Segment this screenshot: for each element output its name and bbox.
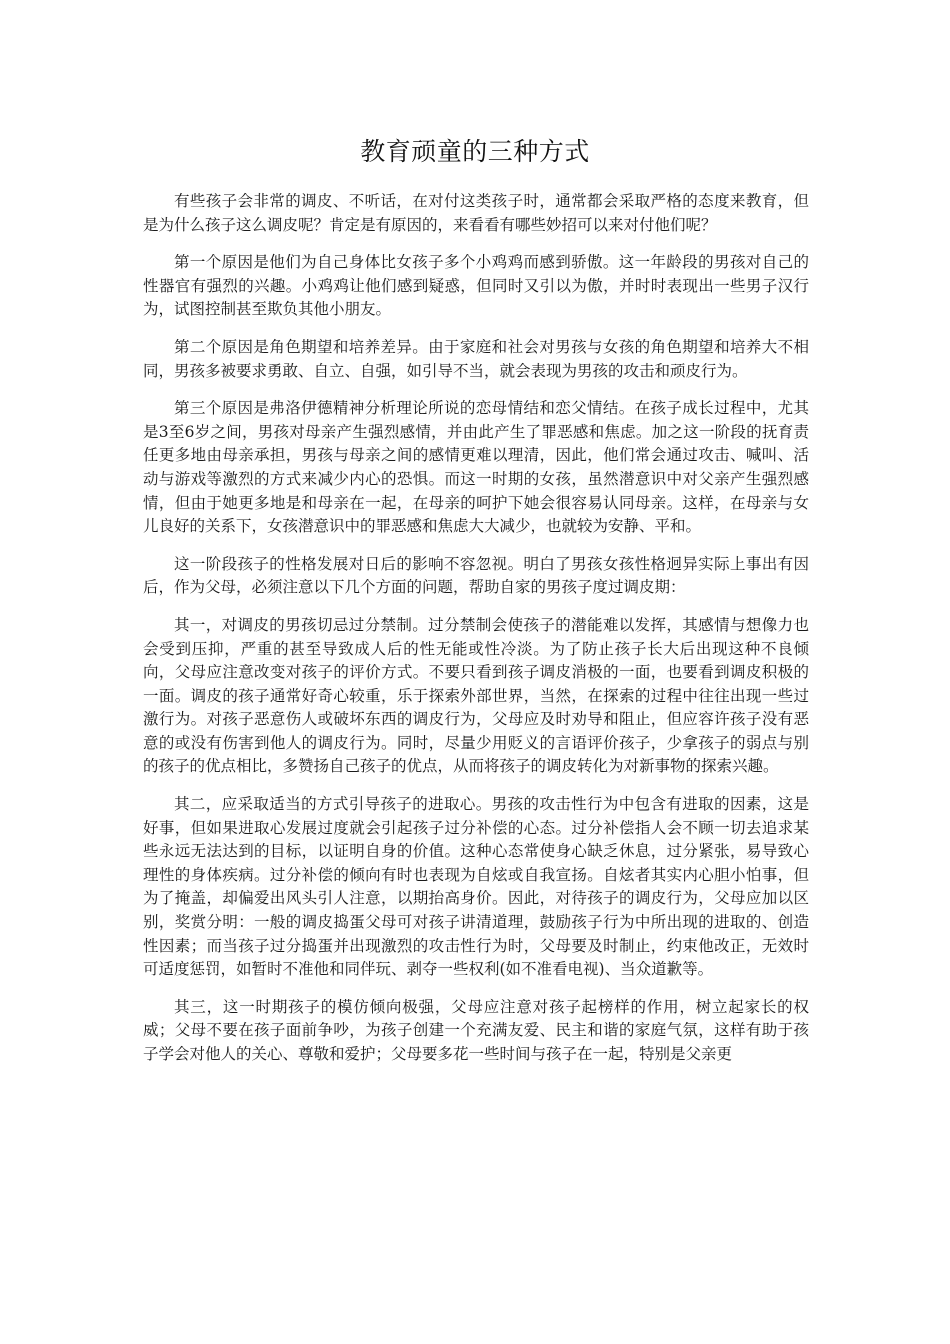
paragraph-intro: 有些孩子会非常的调皮、不听话，在对付这类孩子时，通常都会采取严格的态度来教育，但是为什么孩子这么调皮呢？肯定是有原因的，来看看有哪些妙招可以来对付他们呢？	[143, 192, 809, 234]
paragraph-reason-1: 第一个原因是他们为自己身体比女孩子多个小鸡鸡而感到骄傲。这一年龄段的男孩对自己的性器官有强烈的兴趣。小鸡鸡让他们感到疑惑，但同时又引以为傲，并时时表现出一些男子汉行为，试图控制甚至欺负其他小朋友。	[143, 253, 809, 319]
paragraph-advice-2: 其二，应采取适当的方式引导孩子的进取心。男孩的攻击性行为中包含有进取的因素，这是好事，但如果进取心发展过度就会引起孩子过分补偿的心态。过分补偿指人会不顾一切去追求某些永远无法达到的目标，以证明自身的价值。这种心态常使身心缺乏休息，过分紧张，易导致心理性的身体疾病。过分补偿的倾向有时也表现为自炫或自我宣扬。自炫者其实内心胆小怕事，但为了掩盖，却偏爱出风头引人注意，以期抬高身价。因此，对待孩子的调皮行为，父母应加以区别，奖赏分明：一般的调皮捣蛋父母可对孩子讲清道理，鼓励孩子行为中所出现的进取的、创造性因素；而当孩子过分捣蛋并出现激烈的攻击性行为时，父母要及时制止，约束他改正，无效时可适度惩罚，如暂时不准他和同伴玩、剥夺一些权利(如不准看电视)、当众道歉等。	[143, 795, 809, 979]
document-title: 教育顽童的三种方式	[360, 137, 590, 166]
paragraph-advice-1: 其一，对调皮的男孩切忌过分禁制。过分禁制会使孩子的潜能难以发挥，其感情与想像力也会受到压抑，严重的甚至导致成人后的性无能或性冷淡。为了防止孩子长大后出现这种不良倾向，父母应注意改变对孩子的评价方式。不要只看到孩子调皮消极的一面，也要看到调皮积极的一面。调皮的孩子通常好奇心较重，乐于探索外部世界，当然，在探索的过程中往往出现一些过激行为。对孩子恶意伤人或破坏东西的调皮行为，父母应及时劝导和阻止，但应容许孩子没有恶意的或没有伤害到他人的调皮行为。同时，尽量少用贬义的言语评价孩子，少拿孩子的弱点与别的孩子的优点相比，多赞扬自己孩子的优点，从而将孩子的调皮转化为对新事物的探索兴趣。	[143, 615, 809, 776]
paragraph-transition: 这一阶段孩子的性格发展对日后的影响不容忽视。明白了男孩女孩性格迥异实际上事出有因后，作为父母，必须注意以下几个方面的问题，帮助自家的男孩子度过调皮期：	[143, 554, 809, 597]
paragraph-reason-3: 第三个原因是弗洛伊德精神分析理论所说的恋母情结和恋父情结。在孩子成长过程中，尤其是3至6岁之间，男孩对母亲产生强烈感情，并由此产生了罪恶感和焦虑。加之这一阶段的抚育责任更多地由母亲承担，男孩与母亲之间的感情更难以理清，因此，他们常会通过攻击、喊叫、活动与游戏等激烈的方式来减少内心的恐惧。而这一时期的女孩，虽然潜意识中对父亲产生强烈感情，但由于她更多地是和母亲在一起，在母亲的呵护下她会很容易认同母亲。这样，在母亲与女儿良好的关系下，女孩潜意识中的罪恶感和焦虑大大减少，也就较为安静、平和。	[143, 399, 809, 536]
document-body	[143, 190, 809, 1081]
paragraph-advice-3: 其三，这一时期孩子的模仿倾向极强，父母应注意对孩子起榜样的作用，树立起家长的权威；父母不要在孩子面前争吵，为孩子创建一个充满友爱、民主和谐的家庭气氛，这样有助于孩子学会对他人的关心、尊敬和爱护；父母要多花一些时间与孩子在一起，特别是父亲更	[143, 997, 809, 1063]
paragraph-reason-2: 第二个原因是角色期望和培养差异。由于家庭和社会对男孩与女孩的角色期望和培养大不相同，男孩多被要求勇敢、自立、自强，如引导不当，就会表现为男孩的攻击和顽皮行为。	[143, 337, 809, 380]
